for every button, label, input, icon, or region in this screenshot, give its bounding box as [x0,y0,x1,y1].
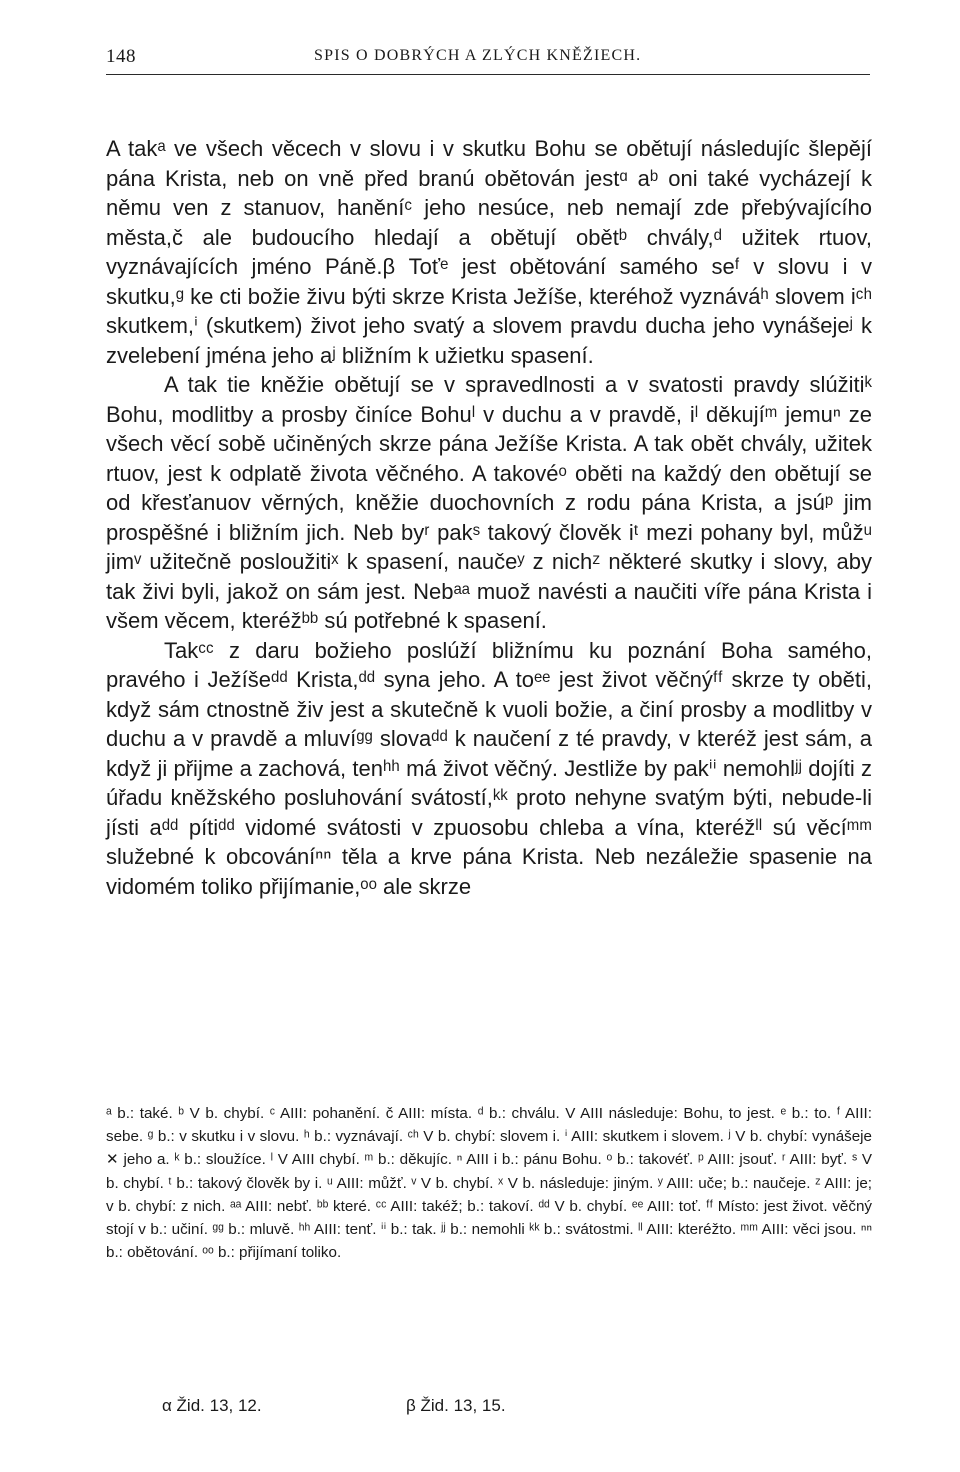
footnotes: ᵃ b.: také. ᵇ V b. chybí. ᶜ AIII: pohanění. č AIII: místa. ᵈ b.: chválu. V AIII následuje: Bohu, to jest. ᵉ b.: to. ᶠ AIII: sebe. ᵍ b.: v skutku i v slovu. ʰ b.: vyznávají. ᶜʰ V b. chybí: slovem i. ⁱ AIII: skutkem i slovem. ʲ V b. chybí: vynášeje ✕ jeho a. ᵏ b.: sloužíce. ˡ V AIII chybí. ᵐ b.: děkujíc. ⁿ AIII i b.: pánu Bohu. ᵒ b.: takovéť. ᵖ AIII: jsouť. ʳ AIII: byť. ˢ V b. chybí. ᵗ b.: takový člověk by i. ᵘ AIII: můžť. ᵛ V b. chybí. ˣ V b. následuje: jiným. ʸ AIII: uče; b.: naučeje. ᶻ AIII: je; v b. chybí: z nich. ᵃᵃ AIII: nebť. ᵇᵇ které. ᶜᶜ AIII: takéž; b.: takoví. ᵈᵈ V b. chybí. ᵉᵉ AIII: toť. ᶠᶠ Místo: jest život. věčný stojí v b.: učiní. ᵍᵍ b.: mluvě. ʰʰ AIII: tenť. ⁱⁱ b.: tak. ʲʲ b.: nemohli ᵏᵏ b.: svátostmi. ˡˡ AIII: kteréžto. ᵐᵐ AIII: věci jsou. ⁿⁿ b.: obětování. ᵒᵒ b.: přijímaní toliko. [106,1105,872,1262]
reference-beta: β Žid. 13, 15. [406,1396,506,1415]
paragraph-2: A tak tie kněžie obětují se v spravedlnosti a v svatosti pravdy slúžitiᵏ Bohu, modlitby a prosby činíce Bohuˡ v duchu a v pravdě, iˡ děkujíᵐ jemuⁿ ze všech věcí sobě učiněných skrze pána Ježíše Krista. A tak obět chvály, užitek rtuov, jest k odplatě života věčného. A takovéᵒ oběti na každý den obětují se od křesťanuov věrných, kněžie duochovních z rodu pána Krista, a jsúᵖ jim prospěšné i bližním jich. Neb byʳ pakˢ takový člověk iᵗ mezi pohany byl, můžᵘ jimᵛ užitečně posloužitiˣ k spasení, naučeʸ z nichᶻ některé skutky i slovy, aby tak živi byli, jakož on sám jest. Nebᵃᵃ muož navésti a naučiti víře pána Krista i všem věcem, kteréžᵇᵇ sú potřebné k spasení. [106,372,872,633]
running-header [106,44,870,75]
paragraph-1: A takᵃ ve všech věcech v slovu i v skutku Bohu se obětují následujíc šlepějí pána Krista, neb on vně před branú obětován jestᵅ aᵇ oni také vycházejí k němu ven z stanuov, haněníᶜ jeho nesúce, neb nemají zde přebývajícího města,č ale budoucího hledají a obětují obětᵇ chvály,ᵈ užitek rtuov, vyznávajících jméno Páně.β Toťᵉ jest obětování samého seᶠ v slovu i v skutku,ᵍ ke cti božie živu býti skrze Krista Ježíše, kteréhož vyznáváʰ slovem iᶜʰ skutkem,ⁱ (skutkem) život jeho svatý a slovem pravdu ducha jeho vynášejeʲ k zvelebení jména jeho aʲ bližním k užietku spasení. [106,136,872,368]
running-title: SPIS O DOBRÝCH A ZLÝCH KNĚŽIECH. [314,47,642,64]
main-text [106,134,872,901]
page-number: 148 [106,46,136,67]
paragraph-3: Takᶜᶜ z daru božieho poslúží bližnímu ku poznání Boha samého, pravého i Ježíšeᵈᵈ Krista,ᵈᵈ syna jeho. A toᵉᵉ jest život věčnýᶠᶠ skrze ty oběti, když sám ctnostně živ jest a skutečně k vuoli božie, a činí prosby a modlitby v duchu a v pravdě a mluvíᵍᵍ slovaᵈᵈ k naučení z té pravdy, v kteréž jest sám, a když ji přijme a zachová, tenʰʰ má život věčný. Jestliže by pakⁱⁱ nemohlʲʲ dojíti z úřadu kněžského posluhování svátostí,ᵏᵏ proto nehyne svatým býti, nebude-li jísti aᵈᵈ pítiᵈᵈ vidomé svátosti v zpuosobu chleba a vína, kteréžˡˡ sú věcíᵐᵐ služebné k obcováníⁿⁿ těla a krve pána Krista. Neb nezáležie spasenie na vidomém toliko přijímanie,ᵒᵒ ale skrze [106,637,872,899]
reference-alpha: α Žid. 13, 12. [162,1396,262,1415]
